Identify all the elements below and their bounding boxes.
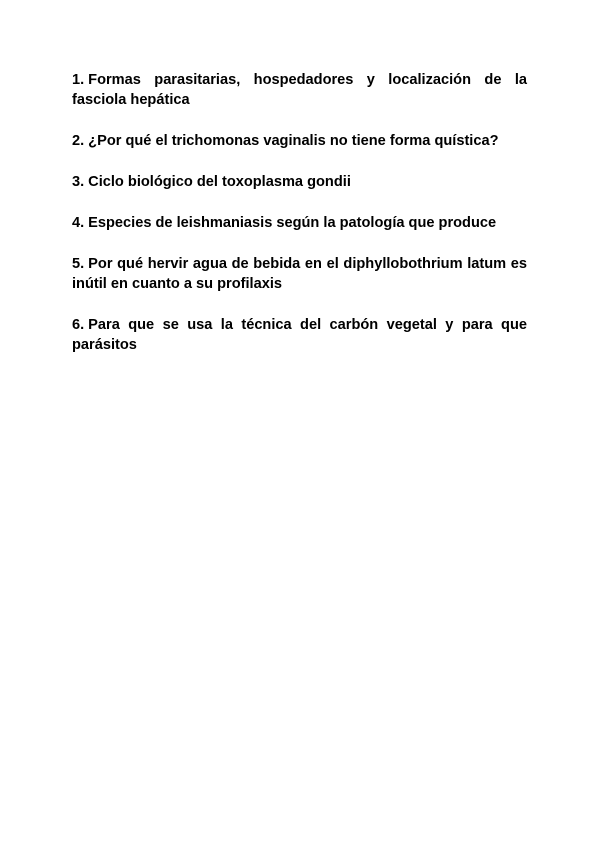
question-list — [72, 70, 527, 376]
question-number: 3. — [72, 174, 85, 190]
question-item-5 — [72, 254, 527, 294]
question-text: ¿Por qué el trichomonas vaginalis no tiene forma quística? — [88, 133, 499, 149]
question-text: Especies de leishmaniasis según la patología que produce — [88, 215, 497, 231]
question-number: 1. — [72, 72, 85, 88]
question-number: 2. — [72, 133, 85, 149]
question-item-3 — [72, 172, 527, 192]
question-number: 5. — [72, 256, 85, 272]
question-number: 6. — [72, 317, 85, 333]
question-item-1 — [72, 70, 527, 110]
question-number: 4. — [72, 215, 85, 231]
question-text: Ciclo biológico del toxoplasma gondii — [88, 174, 351, 190]
question-text: Por qué hervir agua de bebida en el diphyllobothrium latum es inútil en cuanto a su profilaxis — [72, 256, 527, 292]
question-text: Formas parasitarias, hospedadores y localización de la fasciola hepática — [72, 72, 527, 108]
question-item-6 — [72, 315, 527, 355]
question-item-4 — [72, 213, 527, 233]
question-item-2 — [72, 131, 527, 151]
question-text: Para que se usa la técnica del carbón vegetal y para que parásitos — [72, 317, 527, 353]
